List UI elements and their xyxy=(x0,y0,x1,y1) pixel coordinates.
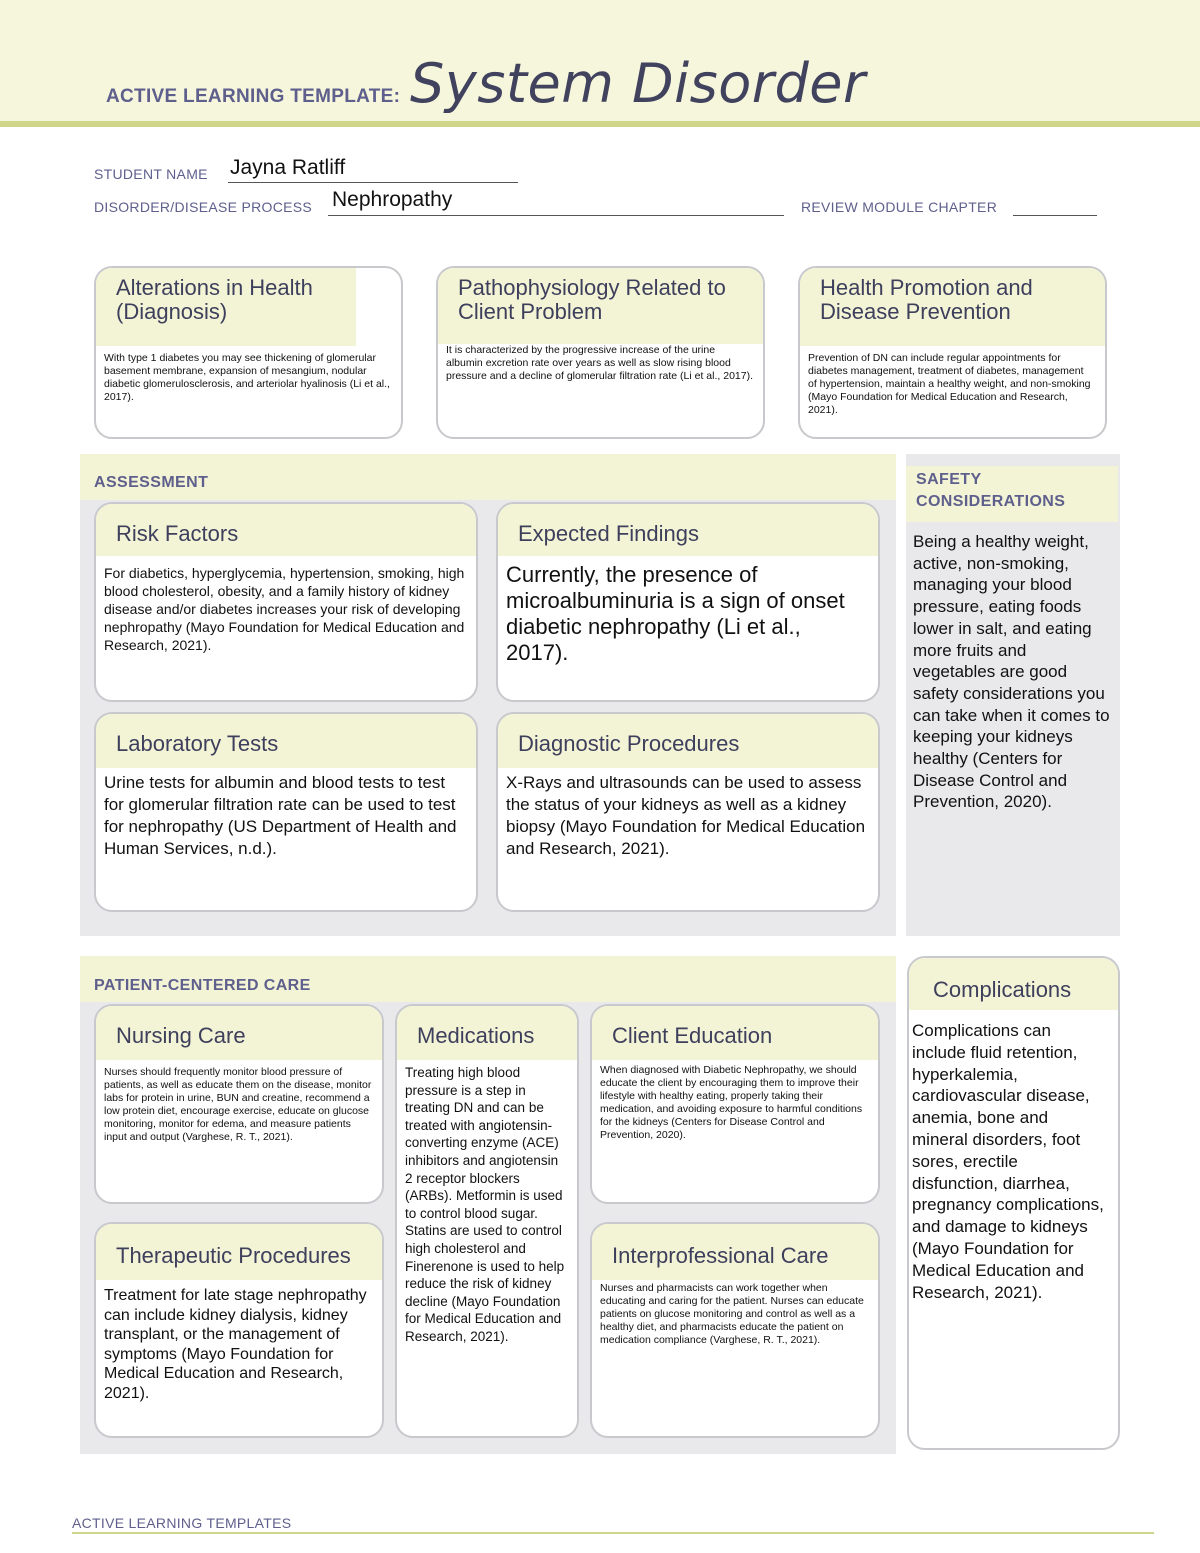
expected-findings-box xyxy=(496,502,880,702)
risk-factors-body[interactable]: For diabetics, hyperglycemia, hypertension, smoking, high blood cholesterol, obesity, and a family history of kidney disease and/or diabetes increases your risk of developing nephropathy (Mayo Foundation for Medical Education and Research, 2021). xyxy=(104,565,465,653)
assessment-title: ASSESSMENT xyxy=(94,474,209,491)
risk-factors-title: Risk Factors xyxy=(96,504,476,556)
complications-body[interactable]: Complications can include fluid retention, hyperkalemia, cardiovascular disease, anemia, bone and mineral disorders, foot sores, erectile disfunction, diarrhea, pregnancy complications, and damage to kidneys (Mayo Foundation for Medical Education and Research, 2021). xyxy=(912,1021,1104,1302)
nursing-care-box xyxy=(94,1004,384,1204)
student-name-underline xyxy=(228,182,518,183)
diagnostic-procedures-body[interactable]: X-Rays and ultrasounds can be used to assess the status of your kidneys as well as a kidney biopsy (Mayo Foundation for Medical Education and Research, 2021). xyxy=(506,773,866,858)
therapeutic-procedures-box xyxy=(94,1222,384,1438)
safety-body[interactable]: Being a healthy weight, active, non-smoking, managing your blood pressure, eating foods lower in salt, and eating more fruits and vegetables are good safety considerations you can take when it comes to keeping your kidneys healthy (Centers for Disease Control and Prevention, 2020). xyxy=(913,532,1110,812)
nursing-care-body[interactable]: Nurses should frequently monitor blood pressure of patients, as well as educate them on the disease, monitor labs for protein in urine, BUN and creatine, recommend a low protein diet, encourage exercise, educate on glucose monitoring, monitor for edema, and measure patients input and output (Varghese, R. T., 2021). xyxy=(104,1066,372,1143)
laboratory-tests-box xyxy=(94,712,478,912)
safety-title: SAFETY CONSIDERATIONS xyxy=(906,466,1118,522)
pathophysiology-body[interactable]: It is characterized by the progressive increase of the urine albumin excretion rate over years as well as slow rising blood pressure and a decline of glomerular filtration rate (Li et al., 2017). xyxy=(446,344,753,382)
laboratory-tests-title: Laboratory Tests xyxy=(96,714,476,768)
template-title: System Disorder xyxy=(410,52,866,115)
therapeutic-procedures-body[interactable]: Treatment for late stage nephropathy can include kidney dialysis, kidney transplant, or the management of symptoms (Mayo Foundation for Medical Education and Research, 2021). xyxy=(104,1287,367,1402)
diagnostic-procedures-title: Diagnostic Procedures xyxy=(498,714,878,768)
patient-care-title: PATIENT-CENTERED CARE xyxy=(94,977,311,994)
student-name-label: STUDENT NAME xyxy=(94,166,208,182)
medications-title: Medications xyxy=(397,1006,577,1060)
risk-factors-box xyxy=(94,502,478,702)
pathophysiology-title: Pathophysiology Related to Client Problem xyxy=(438,268,763,344)
interprofessional-care-title: Interprofessional Care xyxy=(592,1224,878,1280)
complications-box xyxy=(907,956,1120,1450)
expected-findings-body[interactable]: Currently, the presence of microalbuminuria is a sign of onset diabetic nephropathy (Li et al., 2017). xyxy=(506,562,845,665)
client-education-title: Client Education xyxy=(592,1006,878,1060)
health-promotion-box xyxy=(798,266,1107,439)
header-divider xyxy=(0,121,1200,127)
footer-label: ACTIVE LEARNING TEMPLATES xyxy=(72,1515,292,1531)
template-label: ACTIVE LEARNING TEMPLATE: xyxy=(106,86,401,107)
client-education-body[interactable]: When diagnosed with Diabetic Nephropathy, we should educate the client by encouraging them to improve their lifestyle with healthy eating, properly taking their medication, and avoiding exposure to harmful conditions for the kidneys (Centers for Disease Control and Prevention, 2020). xyxy=(600,1064,863,1141)
nursing-care-title: Nursing Care xyxy=(96,1006,382,1060)
alterations-in-health-box xyxy=(94,266,403,439)
health-promotion-body[interactable]: Prevention of DN can include regular appointments for diabetes management, treatment of diabetes, management of hypertension, maintain a healthy weight, and non-smoking (Mayo Foundation for Medical Education and Research, 2021). xyxy=(808,352,1091,416)
disorder-label: DISORDER/DISEASE PROCESS xyxy=(94,199,313,215)
laboratory-tests-body[interactable]: Urine tests for albumin and blood tests to test for glomerular filtration rate can be used to test for nephropathy (US Department of Health and Human Services, n.d.). xyxy=(104,773,457,858)
review-module-field[interactable] xyxy=(1013,215,1097,216)
review-module-label: REVIEW MODULE CHAPTER xyxy=(801,199,998,215)
diagnostic-procedures-box xyxy=(496,712,880,912)
complications-title: Complications xyxy=(909,958,1118,1010)
client-education-box xyxy=(590,1004,880,1204)
footer-divider xyxy=(72,1532,1154,1534)
interprofessional-care-body[interactable]: Nurses and pharmacists can work together when educating and caring for the patient. Nurses can educate patients on glucose monitoring and control as well as a healthy diet, and pharmacists educate the patient on medication compliance (Varghese, R. T., 2021). xyxy=(600,1282,864,1346)
disorder-field[interactable]: Nephropathy xyxy=(332,188,453,211)
interprofessional-care-box xyxy=(590,1222,880,1438)
student-name-field[interactable]: Jayna Ratliff xyxy=(230,156,346,179)
medications-body[interactable]: Treating high blood pressure is a step in treating DN and can be treated with angiotensin-converting enzyme (ACE) inhibitors and angiotensin 2 receptor blockers (ARBs). Metformin is used to control blood sugar. Statins are used to control high cholesterol and Finerenone is used to help reduce the risk of kidney decline (Mayo Foundation for Medical Education and Research, 2021). xyxy=(405,1065,565,1344)
expected-findings-title: Expected Findings xyxy=(498,504,878,556)
therapeutic-procedures-title: Therapeutic Procedures xyxy=(96,1224,382,1280)
medications-box xyxy=(395,1004,579,1438)
alterations-body[interactable]: With type 1 diabetes you may see thickening of glomerular basement membrane, expansion of mesangium, nodular diabetic glomerulosclerosis, and arteriolar hyalinosis (Li et al., 2017). xyxy=(104,352,390,403)
disorder-underline xyxy=(328,215,784,216)
alterations-title: Alterations in Health (Diagnosis) xyxy=(96,268,356,346)
pathophysiology-box xyxy=(436,266,765,439)
health-promotion-title: Health Promotion and Disease Prevention xyxy=(800,268,1105,346)
